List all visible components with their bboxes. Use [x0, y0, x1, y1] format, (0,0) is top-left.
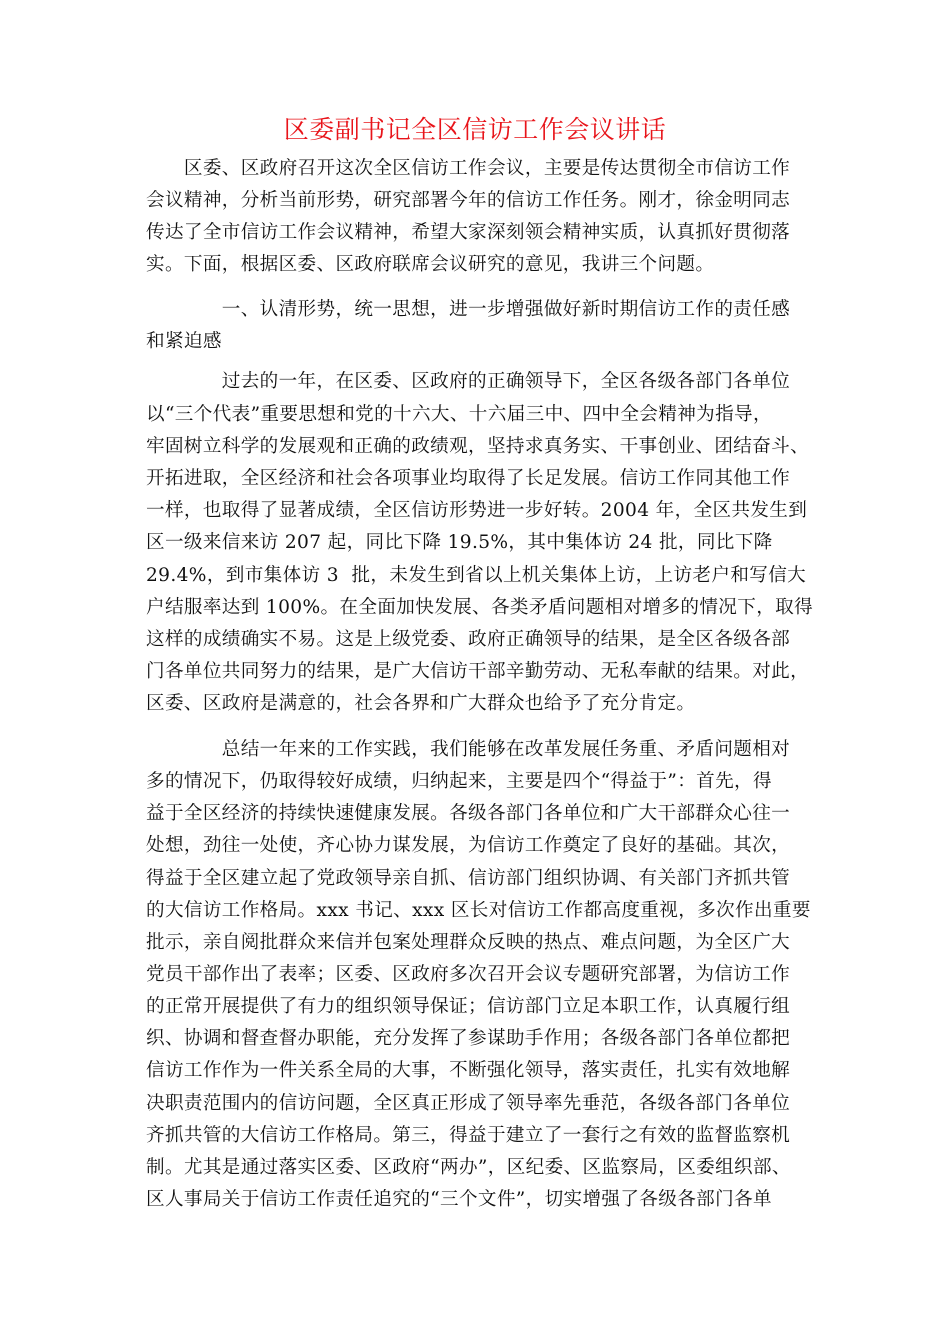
text-line: 区人事局关于信访工作责任追究的“三个文件”，切实增强了各级各部门各单 — [146, 1189, 772, 1210]
text-line: 区一级来信来访 207 起，同比下降 19.5%，其中集体访 24 批，同比下降 — [146, 532, 773, 553]
text-line: 过去的一年，在区委、区政府的正确领导下，全区各级各部门各单位 — [146, 371, 791, 392]
text-line: 29.4%，到市集体访 3 批，未发生到省以上机关集体上访，上访老户和写信大 — [146, 565, 807, 586]
section-heading-line: 一、认清形势，统一思想，进一步增强做好新时期信访工作的责任感 — [146, 299, 791, 320]
text-line: 织、协调和督查督办职能，充分发挥了参谋助手作用；各级各部门各单位都把 — [146, 1028, 791, 1049]
section-heading-line: 和紧迫感 — [146, 331, 222, 352]
text-line: 决职责范围内的信访问题，全区真正形成了领导率先垂范，各级各部门各单位 — [146, 1093, 791, 1114]
text-line: 处想，劲往一处使，齐心协力谋发展，为信访工作奠定了良好的基础。其次， — [146, 835, 791, 856]
text-line: 制。尤其是通过落实区委、区政府“两办”，区纪委、区监察局，区委组织部、 — [146, 1157, 791, 1178]
text-line: 一样，也取得了显著成绩，全区信访形势进一步好转。2004 年，全区共发生到 — [146, 500, 808, 521]
text-line: 的正常开展提供了有力的组织领导保证；信访部门立足本职工作，认真履行组 — [146, 996, 791, 1017]
text-line: 牢固树立科学的发展观和正确的政绩观，坚持求真务实、干事创业、团结奋斗、 — [146, 436, 810, 457]
text-line: 会议精神，分析当前形势，研究部署今年的信访工作任务。刚才，徐金明同志 — [146, 190, 791, 211]
text-line: 益于全区经济的持续快速健康发展。各级各部门各单位和广大干部群众心往一 — [146, 803, 791, 824]
document-title: 区委副书记全区信访工作会议讲话 — [283, 115, 667, 144]
text-line: 批示，亲自阅批群众来信并包案处理群众反映的热点、难点问题，为全区广大 — [146, 932, 791, 953]
text-line: 门各单位共同努力的结果，是广大信访干部辛勤劳动、无私奉献的结果。对此， — [146, 661, 810, 682]
text-line: 区委、区政府是满意的，社会各界和广大群众也给予了充分肯定。 — [146, 693, 696, 714]
text-line: 区委、区政府召开这次全区信访工作会议，主要是传达贯彻全市信访工作 — [146, 158, 791, 179]
text-line: 多的情况下，仍取得较好成绩，归纳起来，主要是四个“得益于”：首先，得 — [146, 771, 772, 792]
text-line: 开拓进取，全区经济和社会各项事业均取得了长足发展。信访工作同其他工作 — [146, 468, 791, 489]
text-line: 的大信访工作格局。xxx 书记、xxx 区长对信访工作都高度重视，多次作出重要 — [146, 900, 811, 921]
text-line: 这样的成绩确实不易。这是上级党委、政府正确领导的结果，是全区各级各部 — [146, 629, 791, 650]
text-line: 党员干部作出了表率；区委、区政府多次召开会议专题研究部署，为信访工作 — [146, 964, 791, 985]
text-line: 以“三个代表”重要思想和党的十六大、十六届三中、四中全会精神为指导， — [146, 404, 772, 425]
text-line: 总结一年来的工作实践，我们能够在改革发展任务重、矛盾问题相对 — [146, 739, 791, 760]
text-line: 传达了全市信访工作会议精神，希望大家深刻领会精神实质，认真抓好贯彻落 — [146, 222, 791, 243]
text-line: 得益于全区建立起了党政领导亲自抓、信访部门组织协调、有关部门齐抓共管 — [146, 868, 791, 889]
text-line: 齐抓共管的大信访工作格局。第三，得益于建立了一套行之有效的监督监察机 — [146, 1125, 791, 1146]
text-line: 信访工作作为一件关系全局的大事，不断强化领导，落实责任，扎实有效地解 — [146, 1060, 791, 1081]
text-line: 实。下面，根据区委、区政府联席会议研究的意见，我讲三个问题。 — [146, 254, 715, 275]
text-line: 户结服率达到 100%。在全面加快发展、各类矛盾问题相对增多的情况下，取得 — [146, 597, 814, 618]
